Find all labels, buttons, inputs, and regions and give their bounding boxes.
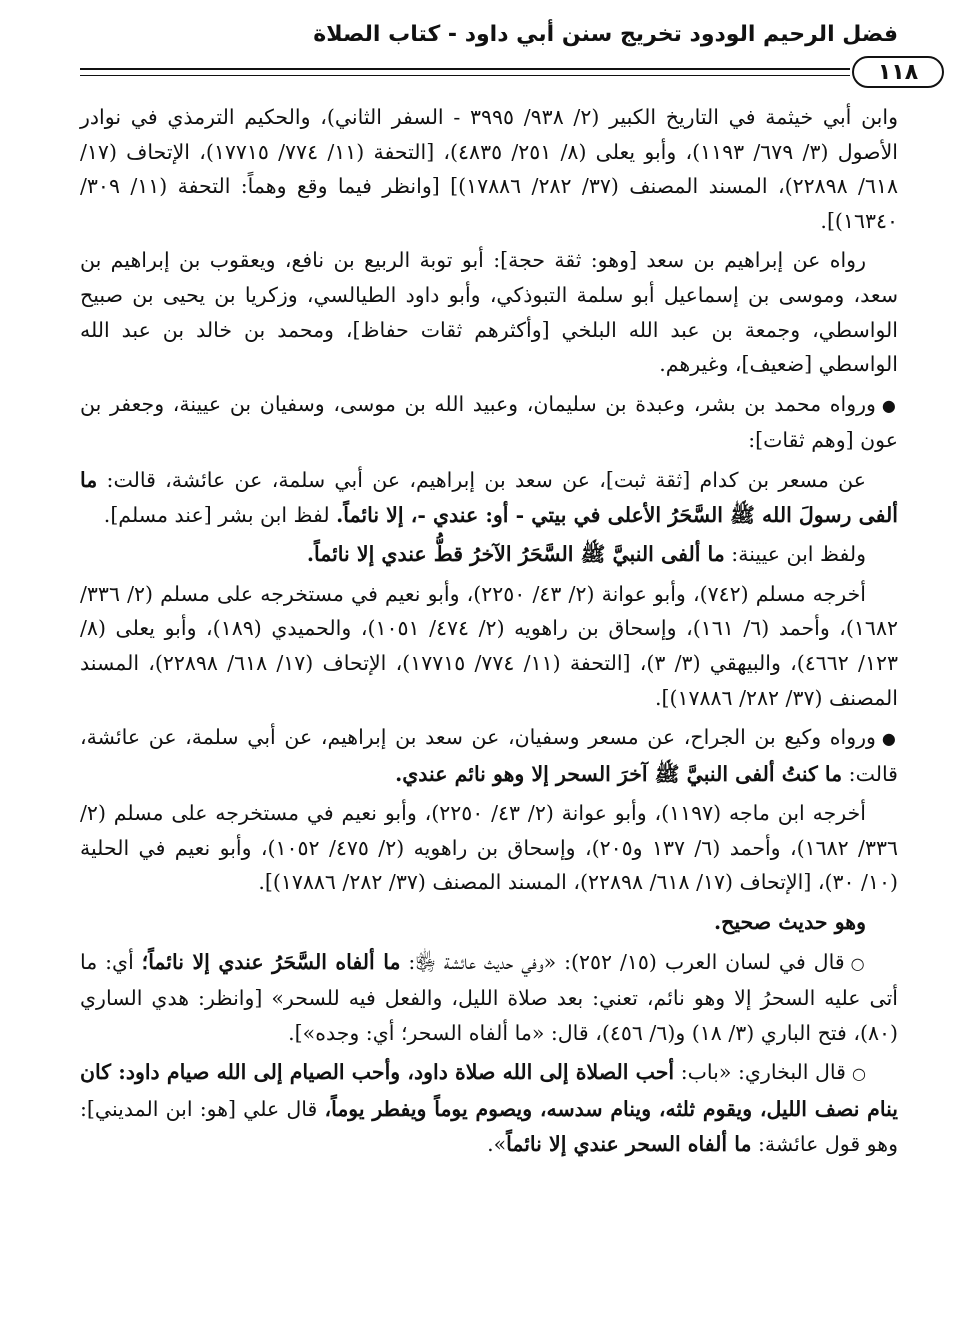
quote-rest: أي: ما أتى عليه السحرُ إلا وهو نائم، تعني: بعد صلاة الليل، والفعل فيه للسحر» [وانظر: هدي الساري (٨٠)، فتح الباري (٣/ ١٨) و(٦/ ٤٥٦)، قال: «ما ألفاه السحر؛ أي: وجده»]. bbox=[80, 949, 898, 1045]
paragraph-lisan-al-arab bbox=[80, 945, 898, 1051]
paragraph-bukhari bbox=[80, 1055, 898, 1161]
bukhari-ali: قال علي [هو: ابن المديني]: وهو قول عائشة: bbox=[80, 1097, 898, 1156]
paragraph-takhrij-2: أخرجه ابن ماجه (١١٩٧)، وأبو عوانة (٢/ ٤٣/ ٢٢٥٠)، وأبو نعيم في مستخرجه على مسلم (٢/ ٣٣٦/ ١٦٨٢)، وأحمد (٦/ ١٣٧ و٢٠٥)، وإسحاق بن راهويه (٢/ ٤٧٥/ ١٠٥٢)، وأبو نعيم في الحلية (١٠/ ٣٠)، [الإتحاف (١٧/ ٦١٨/ ٢٢٨٩٨)، المسند المصنف (٣٧/ ٢٨٢/ ١٧٨٨٦)]. bbox=[80, 801, 898, 895]
paragraph-narration-2 bbox=[80, 387, 898, 458]
paragraph-takhrij-1: أخرجه مسلم (٧٤٢)، وأبو عوانة (٢/ ٤٣/ ٢٢٥٠)، وأبو نعيم في مستخرجه على مسلم (٢/ ٣٣٦/ ١٦٨٢)، وأحمد (٦/ ١٦١)، وإسحاق بن راهويه (٢/ ٤٧٤/ ١٠٥١)، والحميدي (١٨٩)، وأبو يعلى (٨/ ١٢٣/ ٤٦٦٢)، والبيهقي (٣/ ٣)، [التحفة (١١/ ٧٧٤/ ١٧٧١٥)، الإتحاف (١٧/ ٦١٨/ ٢٢٨٩٨)، المسند المصنف (٣٧/ ٢٨٢/ ١٧٨٨٦)]. bbox=[80, 581, 898, 710]
paragraph-verdict: وهو حديث صحيح. bbox=[713, 910, 866, 935]
quote-intro: قال في لسان العرب (١٥/ ٢٥٢): «وفي حديث عائشة ﵂: bbox=[400, 949, 845, 974]
bukhari-bab-title: أحب الصلاة إلى الله صلاة داود، وأحب الصيام إلى الله صيام داود: كان ينام نصف الليل، ويقوم ثلثه، وينام سدسه، ويصوم يوماً ويفطر يوماً، bbox=[80, 1060, 898, 1122]
isnad-text: عن مسعر بن كدام [ثقة ثبت]، عن سعد بن إبراهيم، عن أبي سلمة، عن عائشة، قالت: bbox=[97, 467, 866, 492]
page-number: ١١٨ bbox=[852, 56, 944, 88]
isnad-text-2: ورواه وكيع بن الجراح، عن مسعر وسفيان، عن سعد بن إبراهيم، عن أبي سلمة، عن عائشة، قالت: bbox=[80, 725, 898, 786]
hadith-matn: ما ألفى رسولَ الله ﷺ السَّحَرُ الأعلى في بيتي - أو: عندي -، إلا نائماً. bbox=[80, 467, 898, 527]
paragraph-text: ورواه محمد بن بشر، وعبدة بن سليمان، وعبيد الله بن موسى، وسفيان بن عيينة، وجعفر بن عون [وهم ثقات]: bbox=[80, 391, 898, 453]
main-text bbox=[80, 100, 898, 1166]
circle-marker: ○ bbox=[850, 953, 866, 973]
bullet-marker: ● bbox=[881, 395, 898, 415]
bukhari-intro: قال البخاري: «باب: bbox=[674, 1060, 846, 1085]
paragraph-waki bbox=[80, 720, 898, 791]
bukhari-aisha-quote: ما ألفاه السحر عندي إلا نائماً bbox=[506, 1131, 752, 1156]
bullet-marker: ● bbox=[881, 729, 899, 749]
lafz-note: لفظ ابن بشر [عند مسلم]. bbox=[103, 502, 337, 527]
rule-line-left-bottom bbox=[80, 75, 850, 76]
lafz-intro: ولفظ ابن عيينة: bbox=[724, 542, 866, 567]
rule-line-left-top bbox=[80, 68, 850, 70]
header-rule bbox=[80, 56, 919, 90]
hadith-matn-2: ما ألفى النبيَّ ﷺ السَّحَرُ الآخرُ قطُّ عندي إلا نائماً. bbox=[306, 542, 725, 567]
quote-bold: ما ألفاه السَّحَرُ عندي إلا نائماً؛ bbox=[141, 949, 401, 974]
running-header: فضل الرحيم الودود تخريج سنن أبي داود - كتاب الصلاة bbox=[313, 22, 898, 47]
paragraph-hadith-text bbox=[80, 463, 898, 532]
circle-marker: ○ bbox=[851, 1064, 866, 1084]
hadith-matn-3: ما كنتُ ألفى النبيَّ ﷺ آخرَ السحر إلا وهو نائم عندي. bbox=[395, 761, 843, 786]
paragraph-narrators-1: رواه عن إبراهيم بن سعد [وهو: ثقة حجة]: أبو توبة الربيع بن نافع، ويعقوب بن إبراهيم بن سعد، وموسى بن إسماعيل أبو سلمة التبوذكي، وأبو داود الطيالسي، وزكريا بن يحيى بن صبيح الواسطي، وجمعة بن عبد الله البلخي [وأكثرهم ثقات حفاظ]، ومحمد بن خالد بن عبد الله الواسطي [ضعيف]، وغيرهم. bbox=[80, 248, 898, 377]
bukhari-close: ». bbox=[487, 1131, 507, 1156]
paragraph-citations-1: وابن أبي خيثمة في التاريخ الكبير (٢/ ٩٣٨/ ٣٩٩٥ - السفر الثاني)، والحكيم الترمذي في نوادر الأصول (٣/ ٦٧٩/ ١١٩٣)، وأبو يعلى (٨/ ٢٥١/ ٤٨٣٥)، [التحفة (١١/ ٧٧٤/ ١٧٧١٥)، الإتحاف (١٧/ ٦١٨/ ٢٢٨٩٨)، المسند المصنف (٣٧/ ٢٨٢/ ١٧٨٨٦)] [وانظر فيما وقع وهماً: التحفة (١١/ ٣٠٩/ ١٦٣٤٠)]. bbox=[80, 105, 898, 233]
paragraph-ibn-uyaynah bbox=[80, 537, 898, 572]
